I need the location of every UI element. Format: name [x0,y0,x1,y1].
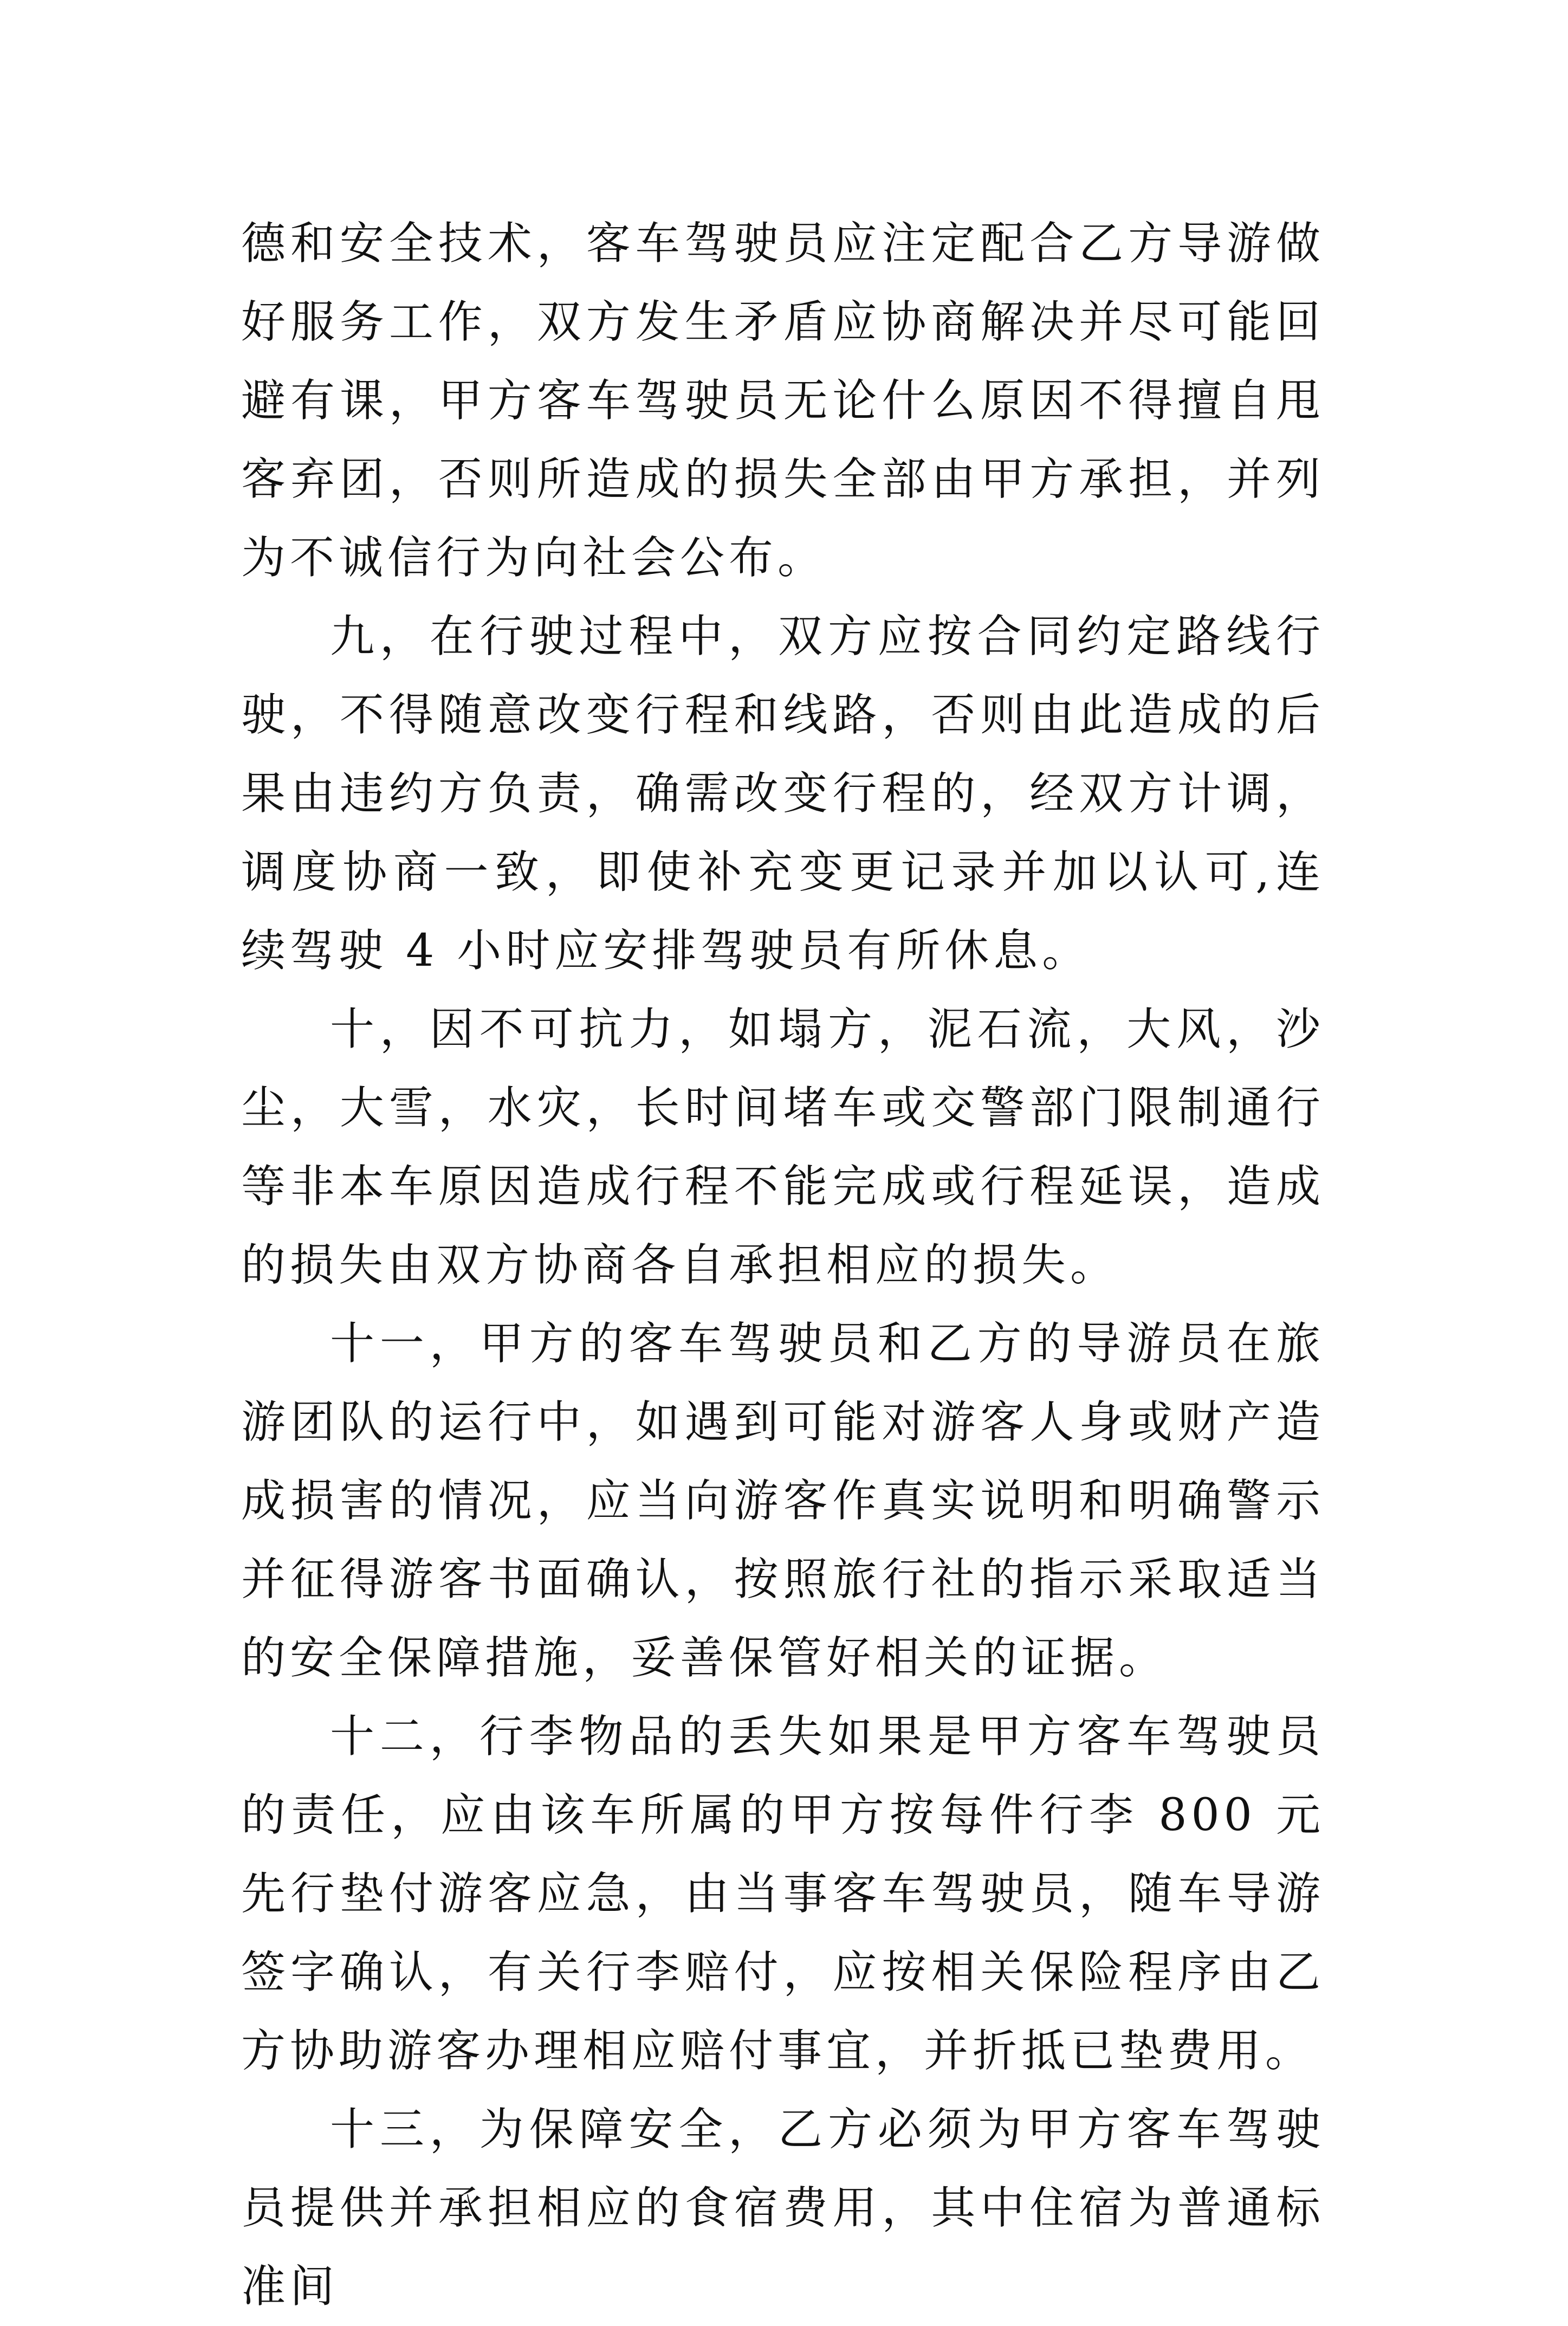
paragraph-continued: 德和安全技术，客车驾驶员应注定配合乙方导游做好服务工作，双方发生矛盾应协商解决并尽可能回避有课，甲方客车驾驶员无论什么原因不得擅自甩客弃团，否则所造成的损失全部由甲方承担，并列为不诚信行为向社会公布。 [241,218,1325,584]
paragraph-clause-9: 九，在行驶过程中，双方应按合同约定路线行驶，不得随意改变行程和线路，否则由此造成的后果由违约方负责，确需改变行程的，经双方计调，调度协商一致，即使补充变更记录并加以认可,连续驾驶 4 小时应安排驾驶员有所休息。 [241,611,1325,977]
paragraph-clause-11: 十一，甲方的客车驾驶员和乙方的导游员在旅游团队的运行中，如遇到可能对游客人身或财产造成损害的情况，应当向游客作真实说明和明确警示并征得游客书面确认，按照旅行社的指示采取适当的安全保障措施，妥善保管好相关的证据。 [241,1318,1325,1684]
body-text [241,204,1325,2326]
paragraph-clause-10: 十，因不可抗力，如塌方，泥石流，大风，沙尘，大雪，水灾，长时间堵车或交警部门限制通行等非本车原因造成行程不能完成或行程延误，造成的损失由双方协商各自承担相应的损失。 [241,1004,1325,1291]
paragraph-clause-13: 十三，为保障安全，乙方必须为甲方客车驾驶员提供并承担相应的食宿费用，其中住宿为普通标准间 [241,2104,1325,2312]
paragraph-clause-12: 十二，行李物品的丢失如果是甲方客车驾驶员的责任，应由该车所属的甲方按每件行李 800 元先行垫付游客应急，由当事客车驾驶员，随车导游签字确认，有关行李赔付，应按相关保险程序由乙方协助游客办理相应赔付事宜，并折抵已垫费用。 [241,1711,1325,2077]
